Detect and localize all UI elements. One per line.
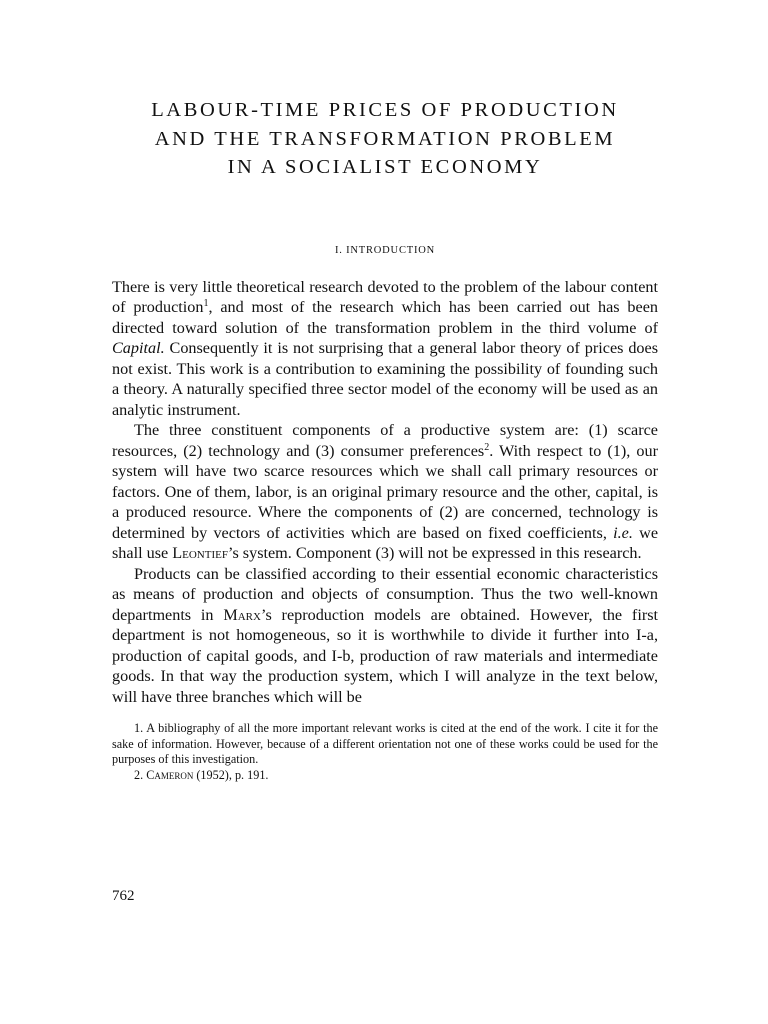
footnotes bbox=[112, 721, 658, 783]
footnote-ref-1[interactable]: 1 bbox=[203, 298, 209, 309]
body-text bbox=[112, 277, 658, 708]
p1-text-a: There is very little theoretical research devoted to the problem of the labour content of production bbox=[112, 277, 658, 316]
title-line-2: AND THE TRANSFORMATION PROBLEM bbox=[154, 127, 616, 150]
p1-text-b: , and most of the research which has been carried out has been directed toward solution of the transformation problem in the third volume of bbox=[112, 298, 658, 337]
paragraph-3 bbox=[112, 564, 658, 708]
footnote-2-name: Cameron bbox=[146, 767, 194, 782]
p2-text-b: . With respect to (1), our system will have two scarce resources which we shall call primary resources or factors. One of them, labor, is an original primary resource and the other, capital, is a produced resource. Where the components of (2) are concerned, technology is determined by vectors of activities which are based on fixed coefficients, bbox=[112, 441, 658, 542]
paragraph-2 bbox=[112, 420, 658, 564]
footnote-2-rest: (1952), p. 191. bbox=[193, 767, 269, 782]
footnote-1: 1. A bibliography of all the more important relevant works is cited at the end of the work. I cite it for the sake of information. However, because of a different orientation not one of these works could be used for the purposes of this investigation. bbox=[112, 721, 658, 767]
p2-name-leontief: Leontief bbox=[172, 544, 228, 562]
p3-name-marx: Marx bbox=[223, 605, 261, 624]
footnote-2-number: 2. bbox=[134, 767, 147, 782]
p2-text-d: ’s system. Component (3) will not be expressed in this research. bbox=[227, 544, 642, 562]
p2-text-c: we shall use bbox=[112, 523, 658, 562]
page-content bbox=[112, 96, 658, 783]
p1-italic-capital: Capital. bbox=[112, 339, 165, 357]
page-number: 762 bbox=[112, 888, 135, 904]
p3-text-a: Products can be classified according to their essential economic characteristics as means of production and objects of consumption. Thus the two well-known departments in bbox=[112, 564, 658, 624]
article-title bbox=[112, 96, 658, 182]
paragraph-1 bbox=[112, 277, 658, 421]
title-line-3: IN A SOCIALIST ECONOMY bbox=[227, 156, 543, 178]
footnote-2 bbox=[112, 768, 658, 784]
p3-text-b: ’s reproduction models are obtained. However, the first department is not homogeneous, so it is worthwhile to divide it further into I-a, production of capital goods, and I-b, production of raw materials and intermediate goods. In that way the production system, which I will analyze in the text below, will have three branches which will be bbox=[112, 605, 659, 706]
p1-text-c: Consequently it is not surprising that a general labor theory of prices does not exist. This work is a contribution to examining the possibility of founding such a theory. A naturally specified three sector model of the economy will be used as an analytic instrument. bbox=[112, 339, 658, 419]
p2-text-a: The three constituent components of a productive system are: (1) scarce resources, (2) technology and (3) consumer preferences bbox=[112, 421, 658, 460]
footnote-ref-2[interactable]: 2 bbox=[484, 441, 490, 453]
section-heading: I. INTRODUCTION bbox=[334, 244, 436, 256]
p2-italic-ie: i.e. bbox=[613, 523, 633, 542]
title-line-1: LABOUR-TIME PRICES OF PRODUCTION bbox=[151, 99, 619, 121]
